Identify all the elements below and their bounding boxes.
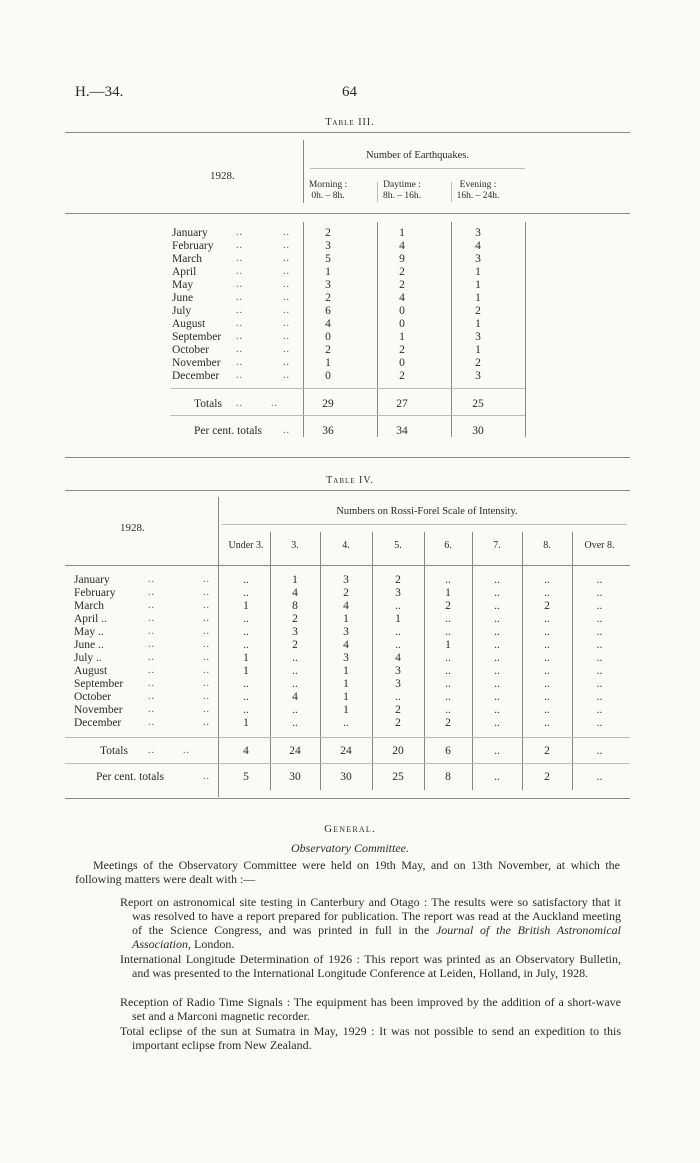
table3-cell: 2 (399, 370, 405, 382)
table4-cell: .. (243, 626, 249, 638)
table4-cell: .. (445, 678, 451, 690)
table3-cell: 2 (399, 344, 405, 356)
table4-row-leader: .. (148, 600, 155, 611)
table4-column-divider (424, 532, 425, 790)
table4-row-leader: .. (148, 587, 155, 598)
table3-column-header-line2: 16h. – 24h. (456, 191, 500, 201)
table4-cell: 4 (343, 639, 349, 651)
table4-month-label: December (74, 717, 122, 729)
table4-month-label: September (74, 678, 124, 690)
table4-row-leader: .. (203, 574, 210, 585)
table3-row-leader: .. (236, 253, 243, 264)
table3-row-leader: .. (283, 331, 290, 342)
table3-column-divider (525, 222, 526, 437)
table4-cell: .. (292, 652, 298, 664)
table3-caption: Table III. (325, 117, 375, 128)
table4-cell: 2 (292, 639, 298, 651)
table4-row-leader: .. (148, 717, 155, 728)
table4-row-leader: .. (148, 678, 155, 689)
table3-month-label: October (172, 344, 210, 356)
table4-cell: .. (445, 665, 451, 677)
table4-cell: .. (596, 717, 603, 729)
table3-percent-label: Per cent. totals (194, 425, 263, 437)
table4-column-header: 6. (444, 540, 452, 551)
table4-bottom-rule (65, 798, 630, 799)
table4-cell: .. (243, 587, 249, 599)
table4-cell: .. (544, 704, 550, 716)
table4-cell: .. (544, 613, 550, 625)
table3-totals-rule (170, 388, 525, 389)
table4-percent-cell: 5 (243, 771, 249, 783)
table3-percent-cell: 30 (472, 425, 484, 437)
table4-cell: .. (596, 639, 603, 651)
table4-row-leader: .. (203, 691, 210, 702)
table3-cell: 1 (399, 227, 405, 239)
table4-row-leader: .. (148, 574, 155, 585)
item-longitude: International Longitude Determination of 1926 : This report was printed as an Observatory Bulletin, and was presented to the International Longitude Conference at Leiden, Holland, in July, 1928. (120, 952, 621, 980)
table3-column-header-line2: 0h. – 8h. (311, 191, 345, 201)
table3-totals-label: Totals (194, 398, 222, 410)
table3-header-col-divider (377, 182, 378, 202)
table3-top-rule (65, 132, 630, 133)
table3-header-col-divider (451, 182, 452, 202)
table4-cell: 1 (343, 704, 349, 716)
table3-row-leader: .. (236, 357, 243, 368)
table4-cell: .. (243, 678, 249, 690)
table3-month-label: December (172, 370, 220, 382)
table3-month-label: November (172, 357, 221, 369)
table3-row-leader: .. (283, 266, 290, 277)
table3-cell: 9 (399, 253, 405, 265)
table4-cell: .. (596, 587, 603, 599)
table4-cell: .. (494, 665, 500, 677)
table4-cell: .. (494, 613, 500, 625)
table4-column-header: 4. (342, 540, 350, 551)
table3-month-label: June (172, 292, 194, 304)
table4-row-leader: .. (203, 587, 210, 598)
table3-cell: 4 (475, 240, 481, 252)
table3-cell: 4 (325, 318, 331, 330)
table4-caption: Table IV. (326, 475, 374, 486)
table3-cell: 2 (475, 305, 481, 317)
table3-column-divider (451, 222, 452, 437)
table3-cell: 2 (325, 227, 331, 239)
table4-row-leader: .. (148, 639, 155, 650)
table4-total-cell: 24 (340, 745, 352, 757)
table3-cell: 0 (325, 370, 331, 382)
table4-month-label: January (74, 574, 110, 586)
table4-cell: .. (494, 587, 500, 599)
table4-cell: 2 (343, 587, 349, 599)
table3-row-leader: .. (236, 331, 243, 342)
table3-row-leader: .. (236, 279, 243, 290)
table3-cell: 0 (399, 318, 405, 330)
table4-cell: .. (544, 678, 550, 690)
table3-group-header: Number of Earthquakes. (366, 150, 469, 161)
table3-row-leader: .. (236, 240, 243, 251)
table4-cell: .. (494, 574, 500, 586)
table4-cell: .. (292, 678, 298, 690)
table4-cell: .. (445, 574, 451, 586)
table3-column-header-line1: Morning : (308, 180, 348, 190)
table3-cell: 2 (399, 266, 405, 278)
table3-group-rule (310, 168, 525, 169)
table4-month-label: October (74, 691, 112, 703)
table4-cell: 3 (343, 574, 349, 586)
table4-cell: .. (494, 639, 500, 651)
document-reference: H.—34. (75, 84, 124, 100)
table3-year: 1928. (210, 170, 235, 182)
table3-cell: 3 (475, 331, 481, 343)
table4-column-divider (372, 532, 373, 790)
table4-cell: .. (243, 613, 249, 625)
table4-cell: 1 (445, 587, 451, 599)
table3-total-cell: 25 (472, 398, 484, 410)
table4-cell: .. (292, 704, 298, 716)
table3-cell: 3 (475, 227, 481, 239)
table3-cell: 2 (325, 344, 331, 356)
table3-row-leader: .. (283, 292, 290, 303)
table4-cell: .. (445, 652, 451, 664)
table4-month-label: April .. (74, 613, 107, 625)
table3-row-leader: .. (236, 370, 243, 381)
table4-total-cell: .. (596, 745, 603, 757)
table4-cell: 3 (395, 665, 401, 677)
table4-percent-cell: .. (494, 771, 500, 783)
table4-cell: .. (494, 717, 500, 729)
table3-cell: 1 (475, 292, 481, 304)
table4-cell: .. (596, 652, 603, 664)
table4-cell: .. (243, 704, 249, 716)
table4-column-header: 5. (394, 540, 402, 551)
table4-group-rule (222, 524, 627, 525)
table3-cell: 5 (325, 253, 331, 265)
table4-cell: .. (395, 600, 401, 612)
table3-percent-leader: .. (283, 425, 290, 436)
table4-total-cell: 4 (243, 745, 249, 757)
table4-cell: 1 (243, 652, 249, 664)
table4-cell: .. (494, 600, 500, 612)
table4-cell: 2 (292, 613, 298, 625)
table4-cell: 1 (243, 665, 249, 677)
table4-cell: 4 (292, 587, 298, 599)
table4-header-rule (65, 565, 630, 566)
table4-percent-leader: .. (203, 771, 210, 782)
table4-row-leader: .. (203, 665, 210, 676)
table4-cell: .. (445, 613, 451, 625)
table3-cell: 3 (475, 370, 481, 382)
table4-cell: 3 (343, 626, 349, 638)
table3-row-leader: .. (236, 227, 243, 238)
table4-cell: 2 (395, 717, 401, 729)
table4-percent-label: Per cent. totals (96, 771, 165, 783)
table3-column-header-line2: 8h. – 16h. (383, 191, 421, 201)
table4-row-leader: .. (203, 704, 210, 715)
table4-cell: .. (243, 639, 249, 651)
table4-totals-rule (65, 737, 630, 738)
table3-totals-leader: .. .. (236, 398, 278, 409)
table4-cell: 3 (395, 587, 401, 599)
table4-column-header: 3. (291, 540, 299, 551)
table3-row-leader: .. (283, 370, 290, 381)
table4-cell: .. (243, 574, 249, 586)
table4-cell: 4 (343, 600, 349, 612)
table4-row-leader: .. (148, 704, 155, 715)
table3-month-label: May (172, 279, 194, 291)
table3-row-leader: .. (283, 357, 290, 368)
table4-group-header: Numbers on Rossi-Forel Scale of Intensity. (336, 506, 518, 517)
table4-row-leader: .. (203, 652, 210, 663)
table3-cell: 1 (475, 318, 481, 330)
table3-month-label: August (172, 318, 206, 330)
table3-row-leader: .. (283, 279, 290, 290)
table4-cell: 2 (395, 574, 401, 586)
table4-cell: 1 (343, 613, 349, 625)
table4-row-leader: .. (203, 639, 210, 650)
table4-row-leader: .. (203, 613, 210, 624)
page-number: 64 (342, 84, 357, 100)
table4-stub-divider (218, 497, 219, 797)
section-subtitle: Observatory Committee. (291, 841, 409, 855)
table4-cell: .. (445, 691, 451, 703)
table3-column-divider (377, 222, 378, 437)
table3-cell: 4 (399, 292, 405, 304)
table4-cell: 1 (243, 717, 249, 729)
table4-cell: .. (292, 717, 298, 729)
table4-column-divider (472, 532, 473, 790)
table3-cell: 0 (399, 305, 405, 317)
table4-column-divider (572, 532, 573, 790)
table3-row-leader: .. (283, 318, 290, 329)
table3-bottom-rule (65, 457, 630, 458)
table4-row-leader: .. (148, 652, 155, 663)
table3-row-leader: .. (283, 253, 290, 264)
table3-cell: 1 (399, 331, 405, 343)
table3-cell: 2 (399, 279, 405, 291)
table4-column-header: 8. (543, 540, 551, 551)
table3-column-divider (303, 222, 304, 437)
table4-cell: .. (343, 717, 349, 729)
table3-header-rule (65, 213, 630, 214)
table4-cell: .. (395, 626, 401, 638)
table4-percent-cell: .. (596, 771, 603, 783)
table3-total-cell: 29 (322, 398, 334, 410)
table4-percent-cell: 30 (340, 771, 352, 783)
table3-percent-cell: 34 (396, 425, 408, 437)
table3-row-leader: .. (283, 240, 290, 251)
table4-cell: .. (395, 639, 401, 651)
table4-cell: 3 (395, 678, 401, 690)
table3-month-label: April (172, 266, 197, 278)
table4-column-divider (320, 532, 321, 790)
table4-row-leader: .. (148, 626, 155, 637)
table4-cell: 2 (445, 600, 451, 612)
table3-month-label: February (172, 240, 214, 252)
table4-row-leader: .. (148, 691, 155, 702)
table4-cell: .. (395, 691, 401, 703)
section-title: General. (324, 823, 376, 835)
item-site-testing: Report on astronomical site testing in Canterbury and Otago : The results were so satisfactory that it was resolved to have a report prepared for publication. The report was read at the Auckland meeting of the Science Congress, and was printed in full in the Journal of the British Astronomical Association, London. (120, 895, 622, 951)
table4-total-cell: .. (494, 745, 500, 757)
table4-row-leader: .. (148, 665, 155, 676)
table4-cell: .. (596, 626, 603, 638)
intro-paragraph: Meetings of the Observatory Committee were held on 19th May, and on 13th November, at which the following matters were dealt with :— (75, 858, 620, 886)
table3-row-leader: .. (236, 266, 243, 277)
table3-row-leader: .. (236, 344, 243, 355)
table4-cell: .. (596, 613, 603, 625)
table4-column-divider (522, 532, 523, 790)
table3-cell: 6 (325, 305, 331, 317)
table4-cell: 2 (544, 600, 550, 612)
table3-cell: 3 (475, 253, 481, 265)
table4-cell: .. (596, 600, 603, 612)
table4-percent-rule (65, 763, 630, 764)
table4-column-header: Over 8. (584, 540, 615, 551)
table4-cell: .. (544, 639, 550, 651)
table4-totals-leader: .. .. (148, 745, 190, 756)
table4-cell: 1 (445, 639, 451, 651)
table4-totals-label: Totals (100, 745, 128, 757)
table3-month-label: July (172, 305, 192, 317)
table4-cell: 1 (343, 691, 349, 703)
table4-cell: .. (544, 717, 550, 729)
table4-cell: .. (494, 704, 500, 716)
table4-cell: 8 (292, 600, 298, 612)
table4-cell: 3 (292, 626, 298, 638)
table3-row-leader: .. (283, 227, 290, 238)
table3-cell: 2 (325, 292, 331, 304)
item-radio-signals: Reception of Radio Time Signals : The equipment has been improved by the addition of a short-wave set and a Marconi magnetic recorder. (120, 995, 621, 1023)
table4-cell: .. (544, 652, 550, 664)
table3-row-leader: .. (236, 292, 243, 303)
table4-row-leader: .. (203, 678, 210, 689)
table3-cell: 1 (325, 357, 331, 369)
table4-column-divider (270, 532, 271, 790)
table4-cell: .. (494, 678, 500, 690)
table4-cell: .. (494, 691, 500, 703)
table4-month-label: February (74, 587, 116, 599)
table4-cell: .. (596, 665, 603, 677)
table4-month-label: March (74, 600, 105, 612)
table4-total-cell: 6 (445, 745, 451, 757)
table4-cell: .. (596, 691, 603, 703)
table3-percent-cell: 36 (322, 425, 334, 437)
table4-cell: 3 (343, 652, 349, 664)
table4-cell: .. (494, 626, 500, 638)
table3-cell: 1 (325, 266, 331, 278)
table4-cell: .. (596, 704, 603, 716)
table4-cell: .. (544, 587, 550, 599)
table4-row-leader: .. (148, 613, 155, 624)
table4-cell: .. (544, 665, 550, 677)
table4-cell: 4 (395, 652, 401, 664)
table4-cell: 2 (445, 717, 451, 729)
table4-cell: .. (445, 626, 451, 638)
table4-month-label: November (74, 704, 123, 716)
table4-total-cell: 20 (392, 745, 404, 757)
table4-cell: .. (243, 691, 249, 703)
table3-cell: 3 (325, 240, 331, 252)
table4-cell: .. (544, 691, 550, 703)
table4-column-header: Under 3. (228, 540, 264, 551)
table4-percent-cell: 8 (445, 771, 451, 783)
table4-cell: .. (544, 574, 550, 586)
table3-row-leader: .. (236, 305, 243, 316)
table4-cell: .. (596, 678, 603, 690)
table4-cell: 1 (292, 574, 298, 586)
table4-cell: .. (544, 626, 550, 638)
table3-row-leader: .. (236, 318, 243, 329)
table3-cell: 1 (475, 344, 481, 356)
table4-cell: 1 (343, 678, 349, 690)
table4-total-cell: 2 (544, 745, 550, 757)
table4-month-label: July .. (74, 652, 102, 664)
item-eclipse: Total eclipse of the sun at Sumatra in May, 1929 : It was not possible to send an expedition to this important eclipse from New Zealand. (120, 1024, 621, 1052)
table4-row-leader: .. (203, 600, 210, 611)
table4-row-leader: .. (203, 626, 210, 637)
table4-month-label: June .. (74, 639, 104, 651)
table4-row-leader: .. (203, 717, 210, 728)
table3-month-label: January (172, 227, 208, 239)
table4-cell: 1 (343, 665, 349, 677)
table4-cell: 4 (292, 691, 298, 703)
table4-cell: 2 (395, 704, 401, 716)
table4-cell: .. (445, 704, 451, 716)
table4-cell: 1 (395, 613, 401, 625)
table3-month-label: March (172, 253, 203, 265)
table4-cell: .. (292, 665, 298, 677)
table3-cell: 4 (399, 240, 405, 252)
table3-cell: 0 (325, 331, 331, 343)
table3-cell: 2 (475, 357, 481, 369)
table4-percent-cell: 30 (289, 771, 301, 783)
table4-cell: .. (596, 574, 603, 586)
table4-year: 1928. (120, 522, 145, 534)
table4-percent-cell: 25 (392, 771, 404, 783)
table4-month-label: August (74, 665, 108, 677)
table3-row-leader: .. (283, 344, 290, 355)
table3-row-leader: .. (283, 305, 290, 316)
table3-column-header-line1: Daytime : (383, 180, 421, 190)
table3-cell: 1 (475, 279, 481, 291)
table4-top-rule (65, 490, 630, 491)
table3-month-label: September (172, 331, 222, 343)
table4-cell: .. (494, 652, 500, 664)
table3-column-header-line1: Evening : (459, 180, 497, 190)
table4-percent-cell: 2 (544, 771, 550, 783)
table4-column-header: 7. (493, 540, 501, 551)
table4-cell: 1 (243, 600, 249, 612)
table3-cell: 1 (475, 266, 481, 278)
table3-cell: 3 (325, 279, 331, 291)
table4-month-label: May .. (74, 626, 104, 638)
table3-percent-rule (170, 415, 525, 416)
table4-total-cell: 24 (289, 745, 301, 757)
table3-total-cell: 27 (396, 398, 408, 410)
table3-cell: 0 (399, 357, 405, 369)
